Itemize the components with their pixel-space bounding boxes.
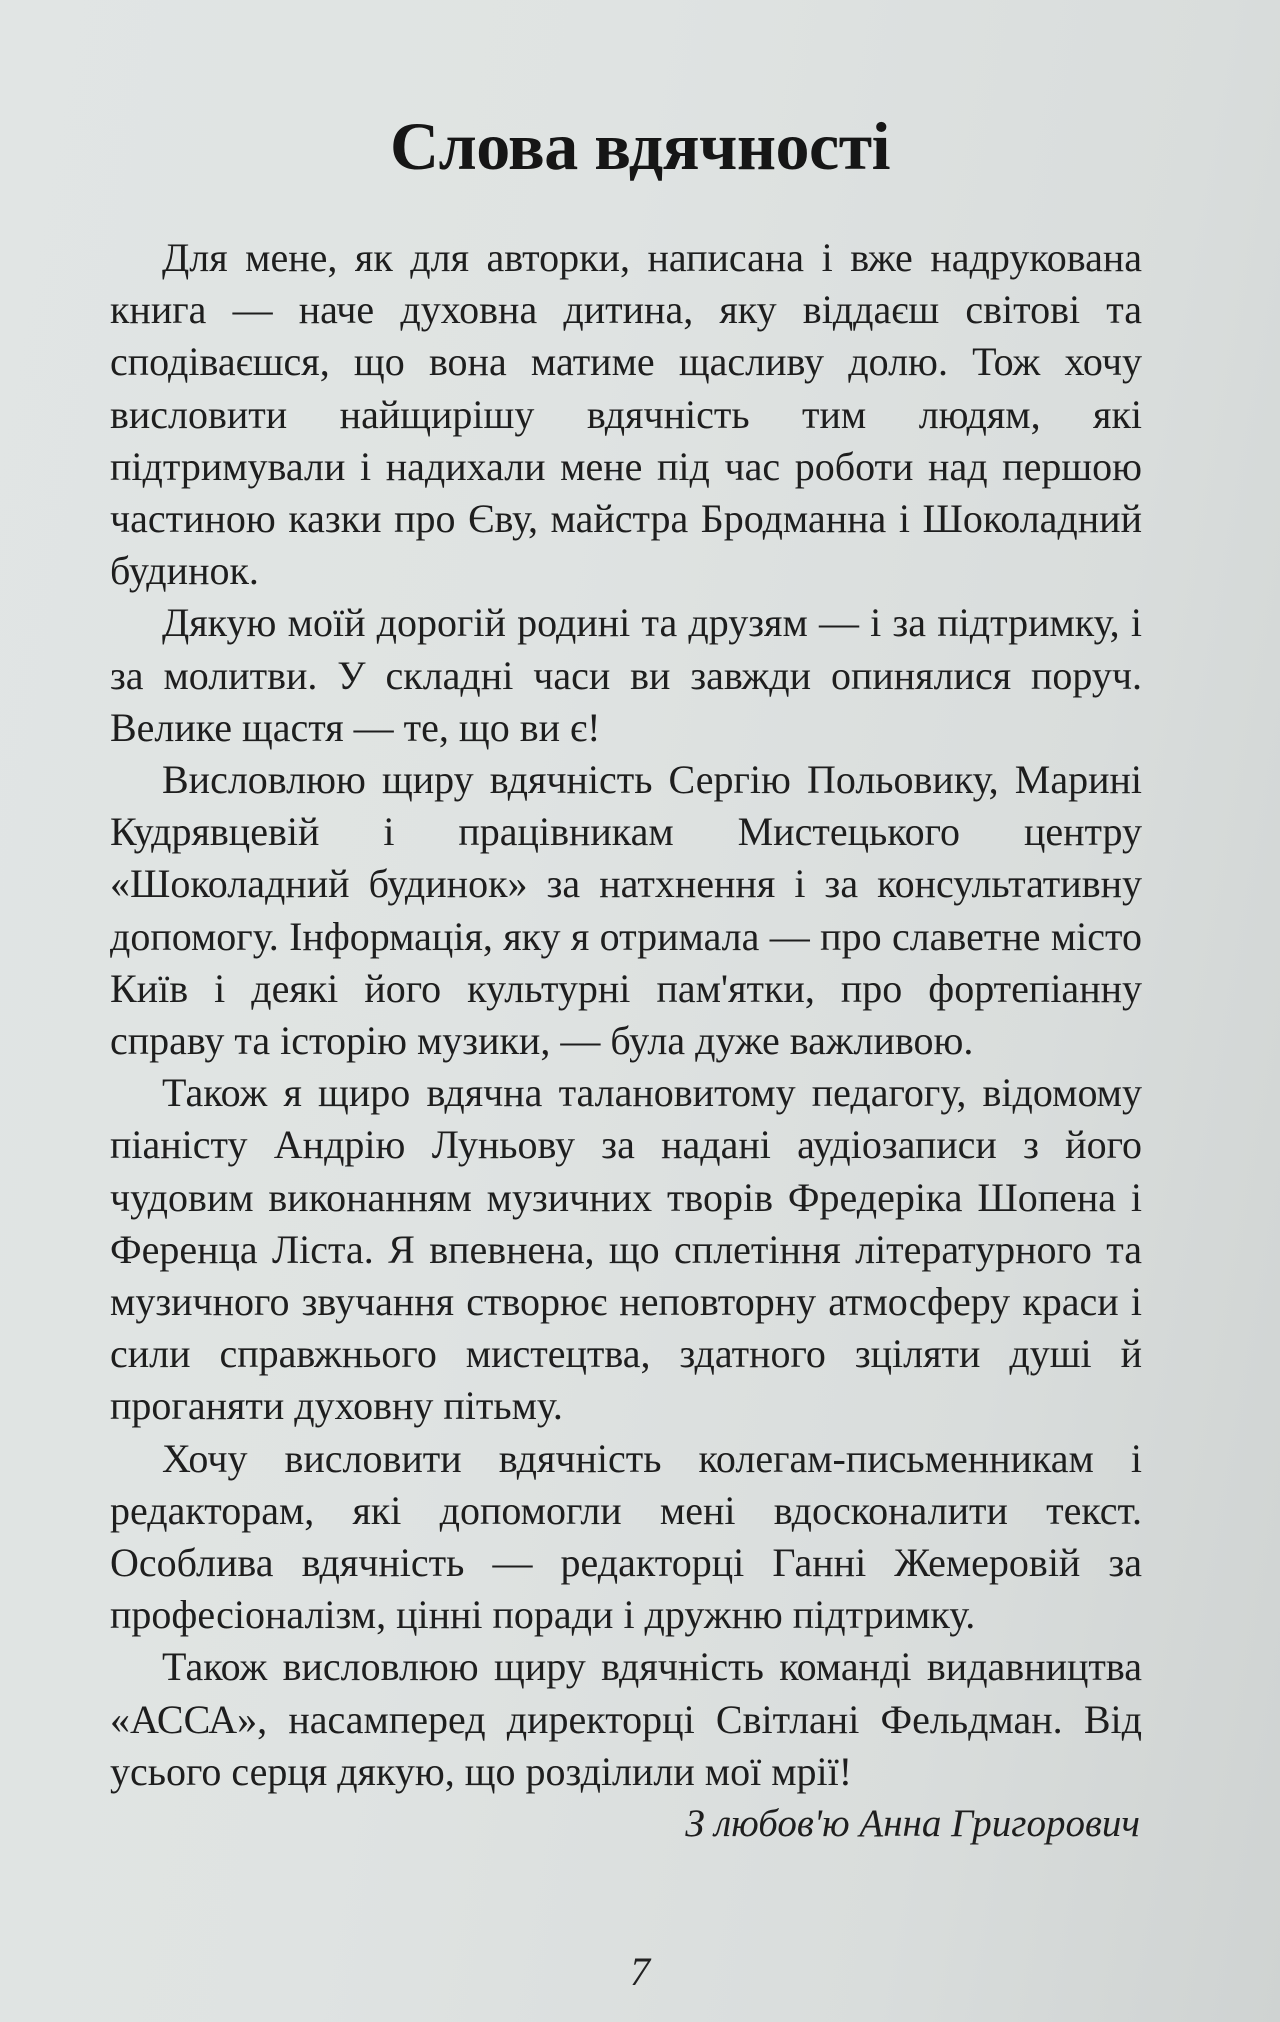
page-title: Слова вдячності xyxy=(389,108,890,184)
body-text xyxy=(110,232,1142,1850)
paragraph: Також я щиро вдячна талановитому педагогу, відомому піаністу Андрію Луньову за надані аудіозаписи з його чудовим виконанням музичних творів Фредеріка Шопена і Ференца Ліста. Я впевнена, що сплетіння літературного та музичного звучання створює неповторну атмосферу краси і сили справжнього мистецтва, здатного зціляти душі й проганяти духовну пітьму. xyxy=(110,1070,1142,1429)
paragraph: Для мене, як для авторки, написана і вже надрукована книга — наче духовна дитина, яку віддаєш світові та сподіваєшся, що вона матиме щасливу долю. Тож хочу висловити найщирішу вдячність тим людям, які підтримували і надихали мене під час роботи над першою частиною казки про Єву, майстра Бродманна і Шоколадний будинок. xyxy=(110,235,1142,594)
paragraph: Також висловлюю щиру вдячність команді видавництва «АССА», насамперед директорці Світлані Фельдман. Від усього серця дякую, що розділили мої мрії! xyxy=(110,1644,1142,1794)
paragraph: Дякую моїй дорогій родині та друзям — і за підтримку, і за молитви. У складні часи ви завжди опинялися поруч. Велике щастя — те, що ви є! xyxy=(110,600,1142,750)
paragraph: Висловлюю щиру вдячність Сергію Польовику, Марині Кудрявцевій і працівникам Мистецького центру «Шоколадний будинок» за натхнення і за консультативну допомогу. Інформація, яку я отримала — про славетне місто Київ і деякі його культурні пам'ятки, про фортепіанну справу та історію музики, — була дуже важливою. xyxy=(110,757,1142,1064)
author-signature: З любов'ю Анна Григорович xyxy=(685,1802,1140,1846)
paragraph: Хочу висловити вдячність колегам-письменникам і редакторам, які допомогли мені вдосконалити текст. Особлива вдячність — редакторці Ганні Жемеровій за професіоналізм, цінні поради і дружню підтримку. xyxy=(110,1435,1142,1638)
page-number: 7 xyxy=(630,1949,650,1994)
